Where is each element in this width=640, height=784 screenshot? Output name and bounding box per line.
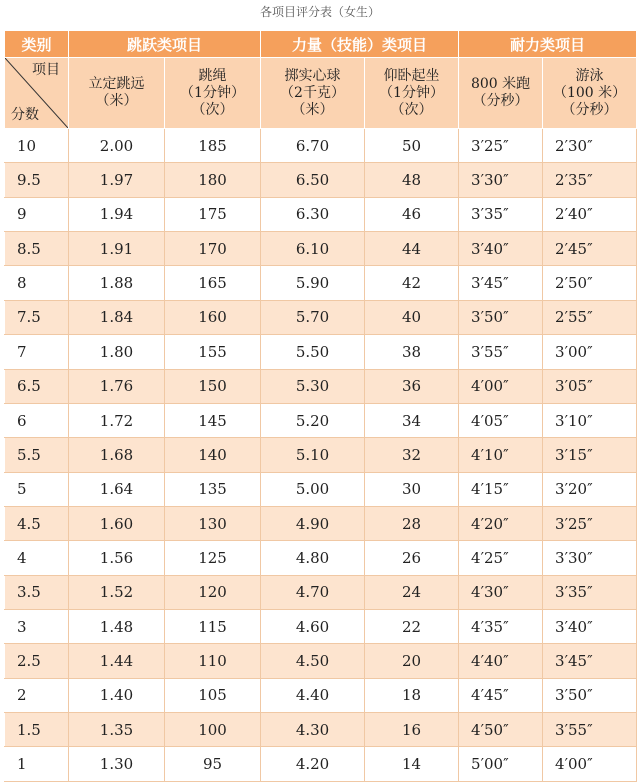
corner-label-item: 项目 — [32, 62, 60, 78]
table-row — [5, 747, 637, 782]
sit-ups-cell: 14 — [365, 747, 459, 782]
run-800m-cell: 4′00″ — [459, 369, 543, 403]
shot-put-cell: 5.10 — [261, 438, 365, 472]
swim-100m-cell: 3′10″ — [543, 403, 637, 437]
sit-ups-cell: 32 — [365, 438, 459, 472]
column-header-line1: 跳绳 — [198, 67, 227, 84]
table-row — [5, 644, 637, 678]
rope-skipping-cell: 105 — [165, 678, 261, 712]
score-cell: 8 — [5, 266, 69, 300]
score-cell: 10 — [5, 129, 69, 163]
standing-long-jump-cell: 1.64 — [69, 472, 165, 506]
swim-100m-cell: 3′50″ — [543, 678, 637, 712]
shot-put-cell: 4.70 — [261, 575, 365, 609]
swim-100m-cell: 3′45″ — [543, 644, 637, 678]
sit-ups-cell: 34 — [365, 403, 459, 437]
column-header — [543, 58, 637, 129]
shot-put-cell: 4.60 — [261, 610, 365, 644]
swim-100m-cell: 2′30″ — [543, 129, 637, 163]
column-header-line2: （1分钟） — [180, 84, 245, 101]
column-header — [459, 58, 543, 129]
run-800m-cell: 4′10″ — [459, 438, 543, 472]
run-800m-cell: 3′50″ — [459, 300, 543, 334]
group-strength: 力量（技能）类项目 — [261, 31, 459, 58]
rope-skipping-cell: 160 — [165, 300, 261, 334]
standing-long-jump-cell: 1.60 — [69, 506, 165, 540]
table-row — [5, 575, 637, 609]
sit-ups-cell: 40 — [365, 300, 459, 334]
score-cell: 3 — [5, 610, 69, 644]
column-header-line3: （分秒） — [561, 101, 618, 118]
table-row — [5, 713, 637, 747]
standing-long-jump-cell: 1.35 — [69, 713, 165, 747]
sit-ups-cell: 44 — [365, 232, 459, 266]
group-header-row — [5, 31, 637, 58]
score-cell: 8.5 — [5, 232, 69, 266]
column-header-line3: （米） — [291, 101, 334, 118]
standing-long-jump-cell: 1.76 — [69, 369, 165, 403]
shot-put-cell: 5.70 — [261, 300, 365, 334]
sit-ups-cell: 16 — [365, 713, 459, 747]
swim-100m-cell: 4′00″ — [543, 747, 637, 782]
shot-put-cell: 6.10 — [261, 232, 365, 266]
column-header — [165, 58, 261, 129]
sit-ups-cell: 26 — [365, 541, 459, 575]
standing-long-jump-cell: 1.52 — [69, 575, 165, 609]
table-row — [5, 472, 637, 506]
column-header-line2: （米） — [95, 93, 138, 109]
rope-skipping-cell: 95 — [165, 747, 261, 782]
shot-put-cell: 4.20 — [261, 747, 365, 782]
table-row — [5, 266, 637, 300]
table-row — [5, 506, 637, 540]
standing-long-jump-cell: 1.80 — [69, 335, 165, 369]
rope-skipping-cell: 110 — [165, 644, 261, 678]
sit-ups-cell: 36 — [365, 369, 459, 403]
standing-long-jump-cell: 1.44 — [69, 644, 165, 678]
rope-skipping-cell: 130 — [165, 506, 261, 540]
score-cell: 4 — [5, 541, 69, 575]
rope-skipping-cell: 155 — [165, 335, 261, 369]
standing-long-jump-cell: 2.00 — [69, 129, 165, 163]
swim-100m-cell: 3′00″ — [543, 335, 637, 369]
run-800m-cell: 4′25″ — [459, 541, 543, 575]
run-800m-cell: 3′55″ — [459, 335, 543, 369]
table-row — [5, 197, 637, 231]
standing-long-jump-cell: 1.97 — [69, 163, 165, 197]
table-row — [5, 129, 637, 163]
column-header-line3: （次） — [390, 101, 433, 118]
column-header-line2: （分秒） — [472, 93, 529, 109]
shot-put-cell: 4.30 — [261, 713, 365, 747]
standing-long-jump-cell: 1.88 — [69, 266, 165, 300]
shot-put-cell: 6.50 — [261, 163, 365, 197]
group-endurance: 耐力类项目 — [459, 31, 637, 58]
standing-long-jump-cell: 1.91 — [69, 232, 165, 266]
score-cell: 7 — [5, 335, 69, 369]
column-header-line1: 仰卧起坐 — [383, 67, 440, 84]
sit-ups-cell: 22 — [365, 610, 459, 644]
swim-100m-cell: 2′50″ — [543, 266, 637, 300]
score-cell: 5 — [5, 472, 69, 506]
run-800m-cell: 4′50″ — [459, 713, 543, 747]
column-header-line2: （2千克） — [280, 84, 345, 101]
run-800m-cell: 3′35″ — [459, 197, 543, 231]
rope-skipping-cell: 180 — [165, 163, 261, 197]
shot-put-cell: 5.50 — [261, 335, 365, 369]
score-cell: 6 — [5, 403, 69, 437]
rope-skipping-cell: 100 — [165, 713, 261, 747]
table-row — [5, 300, 637, 334]
column-header-line1: 游泳 — [575, 67, 604, 84]
table-body — [5, 129, 637, 782]
standing-long-jump-cell: 1.48 — [69, 610, 165, 644]
run-800m-cell: 4′30″ — [459, 575, 543, 609]
rope-skipping-cell: 140 — [165, 438, 261, 472]
run-800m-cell: 4′20″ — [459, 506, 543, 540]
swim-100m-cell: 3′55″ — [543, 713, 637, 747]
score-cell: 6.5 — [5, 369, 69, 403]
corner-cell — [5, 58, 69, 129]
shot-put-cell: 4.50 — [261, 644, 365, 678]
standing-long-jump-cell: 1.72 — [69, 403, 165, 437]
rope-skipping-cell: 150 — [165, 369, 261, 403]
sit-ups-cell: 42 — [365, 266, 459, 300]
run-800m-cell: 3′30″ — [459, 163, 543, 197]
swim-100m-cell: 2′45″ — [543, 232, 637, 266]
score-cell: 1 — [5, 747, 69, 782]
column-header-line1: 800 米跑 — [470, 76, 531, 92]
swim-100m-cell: 3′35″ — [543, 575, 637, 609]
column-header-row — [5, 58, 637, 129]
standing-long-jump-cell: 1.56 — [69, 541, 165, 575]
shot-put-cell: 4.90 — [261, 506, 365, 540]
sit-ups-cell: 20 — [365, 644, 459, 678]
run-800m-cell: 4′45″ — [459, 678, 543, 712]
swim-100m-cell: 3′20″ — [543, 472, 637, 506]
sit-ups-cell: 28 — [365, 506, 459, 540]
shot-put-cell: 4.40 — [261, 678, 365, 712]
sit-ups-cell: 30 — [365, 472, 459, 506]
rope-skipping-cell: 170 — [165, 232, 261, 266]
run-800m-cell: 3′40″ — [459, 232, 543, 266]
column-header-line2: （1分钟） — [379, 84, 444, 101]
score-cell: 7.5 — [5, 300, 69, 334]
table-row — [5, 232, 637, 266]
shot-put-cell: 5.30 — [261, 369, 365, 403]
column-header-line2: （100 米） — [552, 84, 627, 101]
score-cell: 3.5 — [5, 575, 69, 609]
column-header-line1: 掷实心球 — [284, 67, 341, 84]
shot-put-cell: 6.70 — [261, 129, 365, 163]
score-cell: 4.5 — [5, 506, 69, 540]
score-table — [4, 30, 637, 782]
score-cell: 2 — [5, 678, 69, 712]
corner-label-score: 分数 — [11, 107, 39, 123]
sit-ups-cell: 24 — [365, 575, 459, 609]
shot-put-cell: 5.90 — [261, 266, 365, 300]
score-cell: 2.5 — [5, 644, 69, 678]
rope-skipping-cell: 115 — [165, 610, 261, 644]
rope-skipping-cell: 185 — [165, 129, 261, 163]
table-caption: 各项目评分表（女生） — [259, 5, 380, 19]
table-row — [5, 610, 637, 644]
rope-skipping-cell: 145 — [165, 403, 261, 437]
standing-long-jump-cell: 1.40 — [69, 678, 165, 712]
shot-put-cell: 6.30 — [261, 197, 365, 231]
run-800m-cell: 4′35″ — [459, 610, 543, 644]
shot-put-cell: 5.20 — [261, 403, 365, 437]
column-header-line3: （次） — [191, 101, 234, 118]
group-jump: 跳跃类项目 — [69, 31, 261, 58]
group-category: 类别 — [5, 31, 69, 58]
rope-skipping-cell: 120 — [165, 575, 261, 609]
swim-100m-cell: 3′15″ — [543, 438, 637, 472]
score-cell: 9.5 — [5, 163, 69, 197]
sit-ups-cell: 38 — [365, 335, 459, 369]
sit-ups-cell: 46 — [365, 197, 459, 231]
rope-skipping-cell: 135 — [165, 472, 261, 506]
run-800m-cell: 3′45″ — [459, 266, 543, 300]
column-header — [69, 58, 165, 129]
swim-100m-cell: 3′30″ — [543, 541, 637, 575]
run-800m-cell: 4′40″ — [459, 644, 543, 678]
score-cell: 1.5 — [5, 713, 69, 747]
swim-100m-cell: 3′25″ — [543, 506, 637, 540]
swim-100m-cell: 3′40″ — [543, 610, 637, 644]
shot-put-cell: 4.80 — [261, 541, 365, 575]
column-header — [261, 58, 365, 129]
run-800m-cell: 5′00″ — [459, 747, 543, 782]
table-row — [5, 438, 637, 472]
table-row — [5, 541, 637, 575]
rope-skipping-cell: 165 — [165, 266, 261, 300]
rope-skipping-cell: 175 — [165, 197, 261, 231]
score-cell: 5.5 — [5, 438, 69, 472]
swim-100m-cell: 3′05″ — [543, 369, 637, 403]
sit-ups-cell: 48 — [365, 163, 459, 197]
table-row — [5, 369, 637, 403]
swim-100m-cell: 2′35″ — [543, 163, 637, 197]
table-row — [5, 678, 637, 712]
run-800m-cell: 4′05″ — [459, 403, 543, 437]
table-row — [5, 335, 637, 369]
table-row — [5, 163, 637, 197]
run-800m-cell: 3′25″ — [459, 129, 543, 163]
column-header-line1: 立定跳远 — [88, 76, 145, 92]
table-row — [5, 403, 637, 437]
standing-long-jump-cell: 1.84 — [69, 300, 165, 334]
swim-100m-cell: 2′55″ — [543, 300, 637, 334]
sit-ups-cell: 50 — [365, 129, 459, 163]
standing-long-jump-cell: 1.30 — [69, 747, 165, 782]
score-cell: 9 — [5, 197, 69, 231]
standing-long-jump-cell: 1.94 — [69, 197, 165, 231]
swim-100m-cell: 2′40″ — [543, 197, 637, 231]
standing-long-jump-cell: 1.68 — [69, 438, 165, 472]
shot-put-cell: 5.00 — [261, 472, 365, 506]
column-header — [365, 58, 459, 129]
run-800m-cell: 4′15″ — [459, 472, 543, 506]
sit-ups-cell: 18 — [365, 678, 459, 712]
rope-skipping-cell: 125 — [165, 541, 261, 575]
